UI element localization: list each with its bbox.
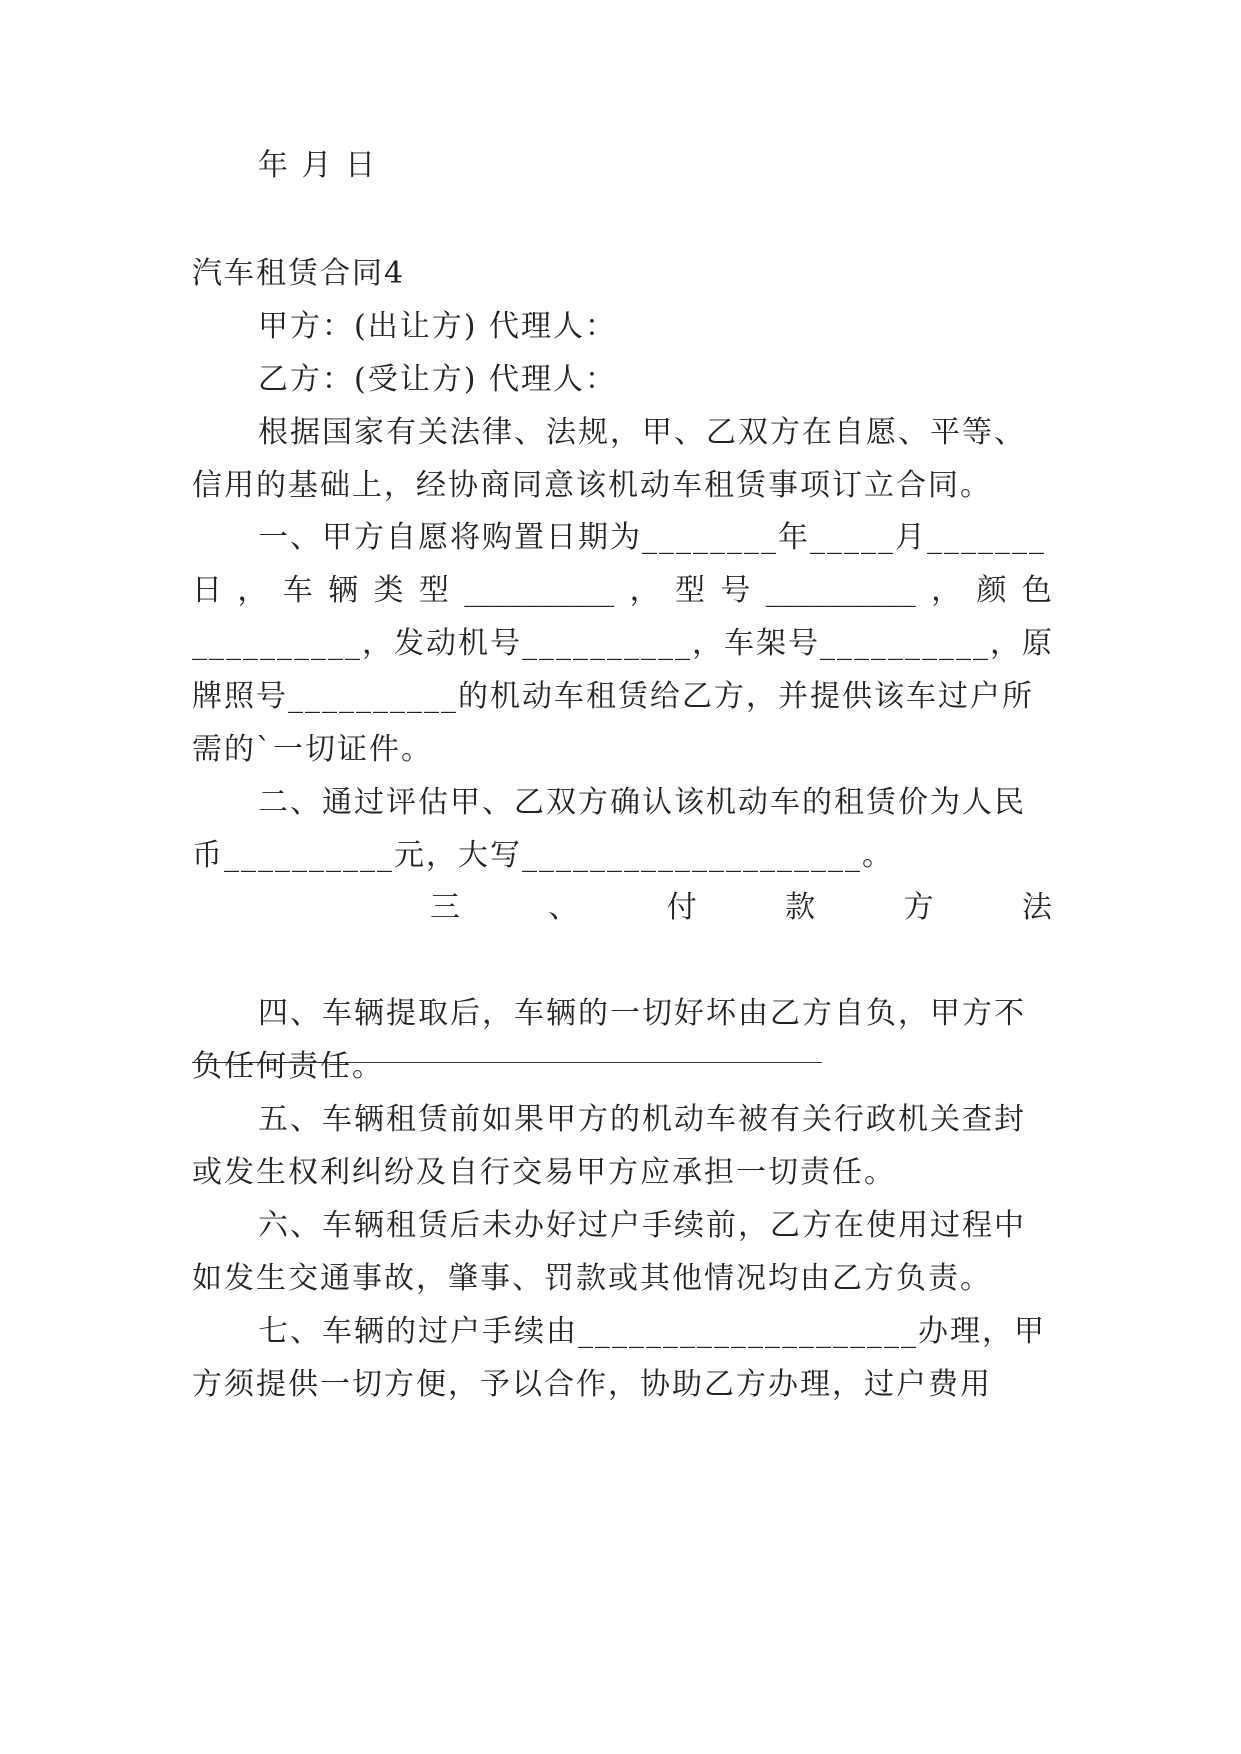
party-b-line: 乙方：(受让方) 代理人：	[258, 362, 617, 397]
clause-1-fragment: __________	[464, 573, 615, 608]
clause-3-heading	[430, 888, 1052, 928]
preamble-line-2: 信用的基础上，经协商同意该机动车租赁事项订立合同。	[192, 468, 992, 503]
clause-3-fragment: 款	[785, 890, 816, 925]
clause-2-line-1: 二、通过评估甲、乙双方确认该机动车的租赁价为人民	[258, 785, 1026, 820]
clause-6-line-1: 六、车辆租赁后未办好过户手续前，乙方在使用过程中	[258, 1208, 1026, 1243]
clause-2-line-2: 币__________元，大写____________________。	[192, 838, 894, 873]
clause-5-line-1: 五、车辆租赁前如果甲方的机动车被有关行政机关查封	[258, 1102, 1026, 1137]
clause-1-line-3: __________，发动机号__________，车架号__________，原	[192, 626, 1054, 661]
clause-1-fragment: 型	[675, 573, 705, 608]
clause-3-fragment: 方	[903, 890, 934, 925]
clause-3-fragment: 法	[1021, 890, 1052, 925]
clause-1-fragment: 辆	[328, 573, 359, 608]
clause-1-fragment: ，	[629, 573, 660, 608]
clause-1-line-2	[192, 571, 1052, 611]
clause-1-fragment: ，	[237, 573, 268, 608]
preamble-line-1: 根据国家有关法律、法规，甲、乙双方在自愿、平等、	[258, 415, 1026, 450]
clause-1-fragment: 型	[418, 573, 449, 608]
clause-4-line-1: 四、车辆提取后，车辆的一切好坏由乙方自负，甲方不	[258, 996, 1026, 1031]
clause-1-line-1: 一、甲方自愿将购置日期为________年_____月_______	[258, 520, 1046, 555]
clause-1-fragment: ，	[931, 573, 962, 608]
clause-4-line-2: 负任何责任。	[192, 1049, 384, 1084]
date-line: 年 月 日	[258, 148, 378, 183]
clause-1-fragment: 号	[720, 573, 751, 608]
clause-1-fragment: 颜	[976, 573, 1007, 608]
clause-7-line-2: 方须提供一切方便，予以合作，协助乙方办理，过户费用	[192, 1367, 992, 1402]
contract-title: 汽车租赁合同4	[192, 256, 406, 291]
clause-1-fragment: 类	[373, 573, 404, 608]
clause-3-fragment: 、	[548, 890, 579, 925]
clause-5-line-2: 或发生权利纠纷及自行交易甲方应承担一切责任。	[192, 1155, 896, 1190]
clause-1-fragment: __________	[765, 573, 916, 608]
clause-6-line-2: 如发生交通事故，肇事、罚款或其他情况均由乙方负责。	[192, 1261, 992, 1296]
clause-1-fragment: 车	[282, 573, 313, 608]
clause-3-fragment: 付	[666, 890, 697, 925]
clause-1-fragment: 色	[1021, 573, 1052, 608]
clause-1-line-5: 需的`一切证件。	[192, 732, 433, 767]
party-a-line: 甲方：(出让方) 代理人：	[258, 309, 617, 344]
clause-3-fragment: 三	[430, 890, 460, 925]
clause-7-line-1: 七、车辆的过户手续由____________________办理，甲	[258, 1314, 1046, 1349]
clause-1-line-4: 牌照号__________的机动车租赁给乙方，并提供该车过户所	[192, 679, 1034, 714]
clause-1-fragment: 日	[192, 573, 222, 608]
